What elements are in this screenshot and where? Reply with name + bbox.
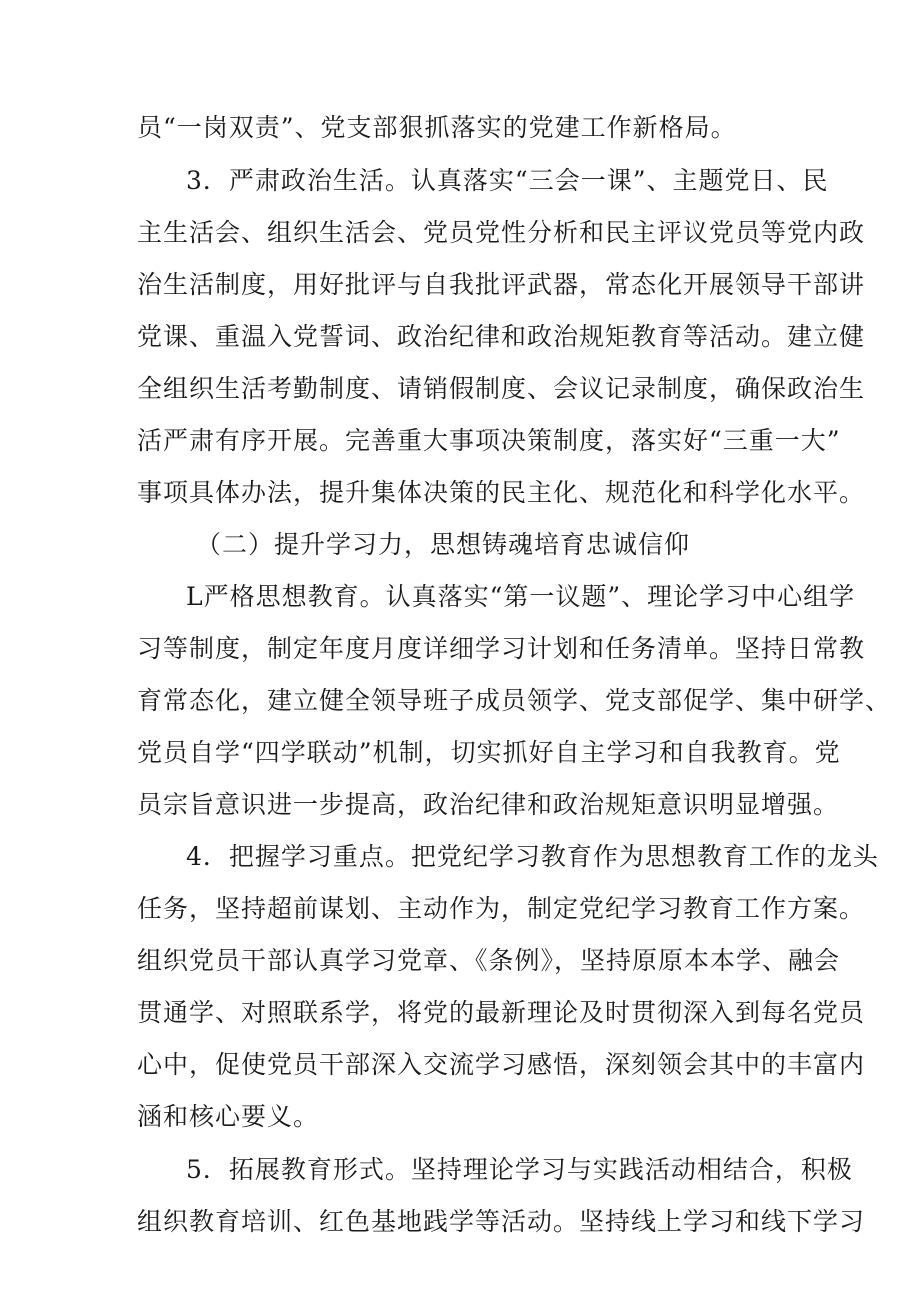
- text-line: 组织党员干部认真学习党章、《条例》，坚持原原本本学、融会: [137, 946, 841, 975]
- text-line: 主生活会、组织生活会、党员党性分析和民主评议党员等党内政: [137, 218, 866, 247]
- text-line: 4．把握学习重点。把党纪学习教育作为思想教育工作的龙头: [186, 842, 879, 871]
- text-line: 习等制度，制定年度月度详细学习计划和任务清单。坚持日常教: [137, 634, 866, 663]
- text-line: 心中，促使党员干部深入交流学习感悟，深刻领会其中的丰富内: [137, 1050, 866, 1079]
- section-heading: （二）提升学习力，思想铸魂培育忠诚信仰: [196, 530, 691, 559]
- text-line: 党课、重温入党誓词、政治纪律和政治规矩教育等活动。建立健: [137, 322, 866, 351]
- text-line: 组织教育培训、红色基地践学等活动。坚持线上学习和线下学习: [137, 1207, 866, 1236]
- text-line: 贯通学、对照联系学，将党的最新理论及时贯彻深入到每名党员: [137, 998, 866, 1027]
- text-line: 5．拓展教育形式。坚持理论学习与实践活动相结合，积极: [186, 1155, 853, 1184]
- text-line: 事项具体办法，提升集体决策的民主化、规范化和科学化水平。: [137, 478, 866, 507]
- text-line: 员“一岗双责”、党支部狠抓落实的党建工作新格局。: [137, 113, 737, 142]
- text-line: 全组织生活考勤制度、请销假制度、会议记录制度，确保政治生: [137, 374, 866, 403]
- text-line: 育常态化，建立健全领导班子成员领学、党支部促学、集中研学、: [137, 686, 892, 715]
- text-line: 治生活制度，用好批评与自我批评武器，常态化开展领导干部讲: [137, 270, 866, 299]
- text-line: 活严肃有序开展。完善重大事项决策制度，落实好“三重一大”: [137, 426, 841, 455]
- text-line: 党员自学“四学联动”机制，切实抓好自主学习和自我教育。党: [137, 738, 841, 767]
- text-line: 涵和核心要义。: [137, 1102, 320, 1131]
- text-line: L严格思想教育。认真落实“第一议题”、理论学习中心组学: [186, 582, 856, 611]
- text-line: 任务，坚持超前谋划、主动作为，制定党纪学习教育工作方案。: [137, 894, 866, 923]
- text-line: 3．严肃政治生活。认真落实“三会一课”、主题党日、民: [186, 166, 829, 195]
- text-line: 员宗旨意识进一步提高，政治纪律和政治规矩意识明显增强。: [137, 790, 840, 819]
